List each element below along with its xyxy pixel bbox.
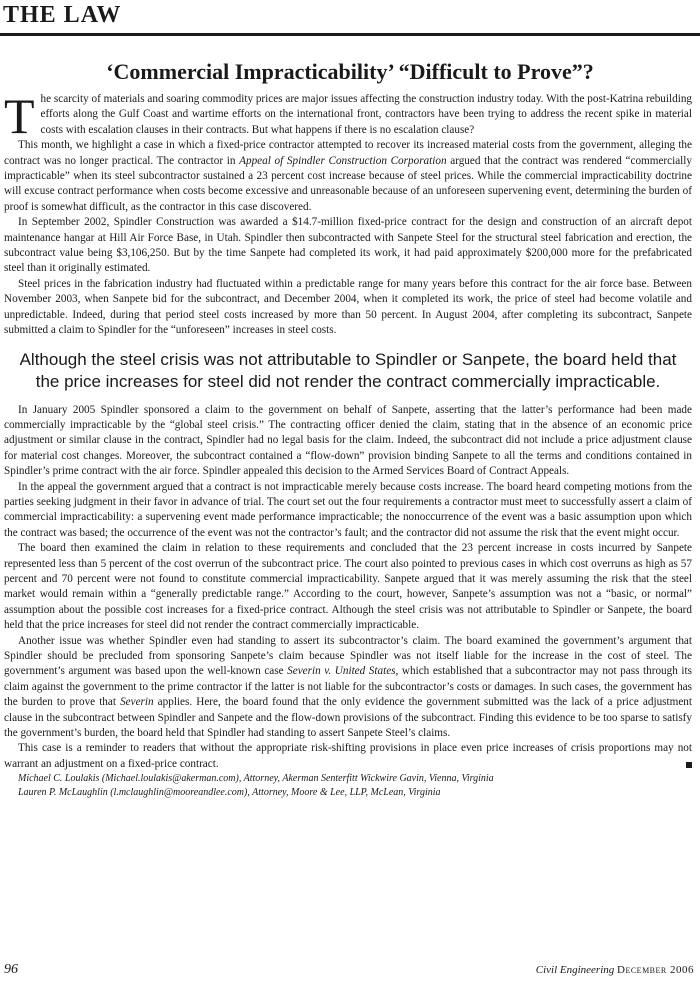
section-label: THE LAW (3, 2, 122, 28)
drop-cap: T (4, 88, 35, 144)
paragraph-9 (4, 741, 692, 772)
paragraph-8 (4, 634, 692, 742)
section-rule (0, 33, 700, 36)
article-body (4, 88, 693, 800)
intro-paragraph (4, 88, 693, 144)
paragraph-4: Steel prices in the fabrication industry had fluctuated within a predictable range for many years before this contract for the air force base. Between November 2003, when Sanpete bid for the subcontract, and December 2004, when it completed its work, the price of steel had become volatile and unpredictable. Indeed, during that period steel costs increased by more than 50 percent. In August 2004, after completing its subcontract, Sanpete submitted a claim to Spindler for the “unforeseen” increases in steel costs. (4, 277, 692, 337)
paragraph-8-text-b: which established that a subcontractor may not pass through its claim against the government to the prime contractor if the latter is not liable for the subcontractor’s costs or damages. In such cases, the government has the burden to prove that (4, 665, 692, 709)
page-number: 96 (4, 962, 18, 977)
end-of-article-icon (686, 762, 692, 768)
paragraph-6: In the appeal the government argued that a contract is not impracticable merely because costs increase. The board heard competing motions from the parties seeking judgment in their favor in advance of trial. The court set out the four requirements a contractor must meet to successfully assert a claim of commercial impracticability: a supervening event made performance impracticable; the nonoccurrence of the event was a basic assumption upon which the contract was based; the occurrence of the event was not the contractor’s fault; and the contractor did not assume the risk that the event might occur. (4, 480, 692, 539)
paragraph-2-text-b: argued that the contract was rendered “commercially impracticable” when its steel subcontractor sustained a 23 percent cost increase because of steel prices. While the commercial impracticability doctrine will excuse contract performance when costs become excessive and unreasonable because of an unforeseen supervening event, determining the burden of proof is somewhat difficult, as the contractor in this case discovered. (4, 154, 692, 213)
issue-date: December 2006 (617, 964, 694, 976)
paragraph-9-text: This case is a reminder to readers that without the appropriate risk-shifting provisions in place even price increases of crisis proportions may not warrant an adjustment on a fixed-price contract. (4, 742, 692, 770)
article-headline: ‘Commercial Impracticability’ “Difficult to Prove”? (106, 59, 594, 84)
case-severin-short: Severin (120, 696, 154, 709)
author-1: Michael C. Loulakis (Michael.loulakis@akerman.com), Attorney, Akerman Senterfitt Wickwire Gavin, Vienna, Virginia (18, 773, 494, 785)
magazine-name: Civil Engineering (535, 964, 615, 976)
paragraph-3: In September 2002, Spindler Construction was awarded a $14.7-million fixed-price contract for the design and construction of an aircraft depot maintenance hangar at Hill Air Force Base, in Utah. Spindler then subcontracted with Sanpete Steel for the structural steel fabrication and erection, the subcontract value being $3,106,250. But by the time Sanpete had completed its work, it had paid approximately $200,000 more for the prefabricated steel than it originally estimated. (4, 216, 692, 275)
case-severin: Severin v. United States, (287, 665, 399, 678)
intro-text: he scarcity of materials and soaring commodity prices are major issues affecting the construction industry today. With the post-Katrina rebuilding efforts along the Gulf Coast and wartime efforts on the international front, contractors have been trying to address the recent spike in material costs with escalation clauses in their contracts. But what happens if there is no escalation clause? (40, 93, 693, 136)
case-name: Appeal of Spindler Construction Corporation (239, 154, 447, 167)
author-2: Lauren P. McLaughlin (l.mclaughlin@mooreandlee.com), Attorney, Moore & Lee, LLP, McLean, Virginia (18, 787, 441, 799)
paragraph-7: The board then examined the claim in relation to these requirements and concluded that the 23 percent increase in costs incurred by Sanpete represented less than 5 percent of the cost overrun of the subcontract price. The court also pointed to previous cases in which cost overruns as high as 57 percent and 70 percent were not found to constitute commercial impracticability. Sanpete argued that it was merely assuming the risk that the steel market would remain within a “generally predictable range.” According to the court, however, Sanpete’s assumption was not a “basic, or normal” assumption about the possible cost increases for a fixed-price contract. Although the steel crisis was not attributable to Spindler or Sanpete, the board held that the price increases for steel did not render the contract commercially impracticable. (4, 542, 692, 632)
publication-info (536, 964, 694, 976)
paragraph-5: In January 2005 Spindler sponsored a claim to the government on behalf of Sanpete, asserting that the latter’s performance had been made commercially impracticable by the “global steel crisis.” The contracting officer denied the claim, stating that in the absence of an economic price adjustment or similar clause in the contract, Spindler had no legal basis for the claim. Indeed, the subcontract did not include a price adjustment clause for material cost changes. Moreover, the subcontract contained a “flow-down” provision binding Sanpete to all the terms and conditions contained in Spindler’s prime contract with the air force. Spindler appealed this decision to the Armed Services Board of Contract Appeals. (4, 403, 692, 478)
paragraph-2 (4, 138, 692, 215)
pull-quote: Although the steel crisis was not attributable to Spindler or Sanpete, the board held that the price increases for steel did not render the contract commercially impracticable. (19, 349, 677, 391)
paragraph-8-text-c: applies. Here, the board found that the only evidence the government submitted was the lack of a price adjustment clause in the subcontract between Spindler and Sanpete and the flow-down provisions of the subcontract. Finding this evidence to be too sparse to satisfy the government’s burden, the board held that Spindler had standing to assert Sanpete Steel’s claims. (4, 696, 693, 740)
paragraph-8-text-a: Another issue was whether Spindler even had standing to assert its subcontractor’s claim. The board examined the government’s argument that Spindler should be precluded from sponsoring Sanpete’s claim because Spindler was not itself liable for the increase in the cost of steel. The government’s argument was based upon the well-known case (4, 634, 692, 678)
paragraph-2-text-a: This month, we highlight a case in which a fixed-price contractor attempted to recover its increased material costs from the government, alleging the contract was no longer practical. The contractor in (4, 139, 692, 167)
